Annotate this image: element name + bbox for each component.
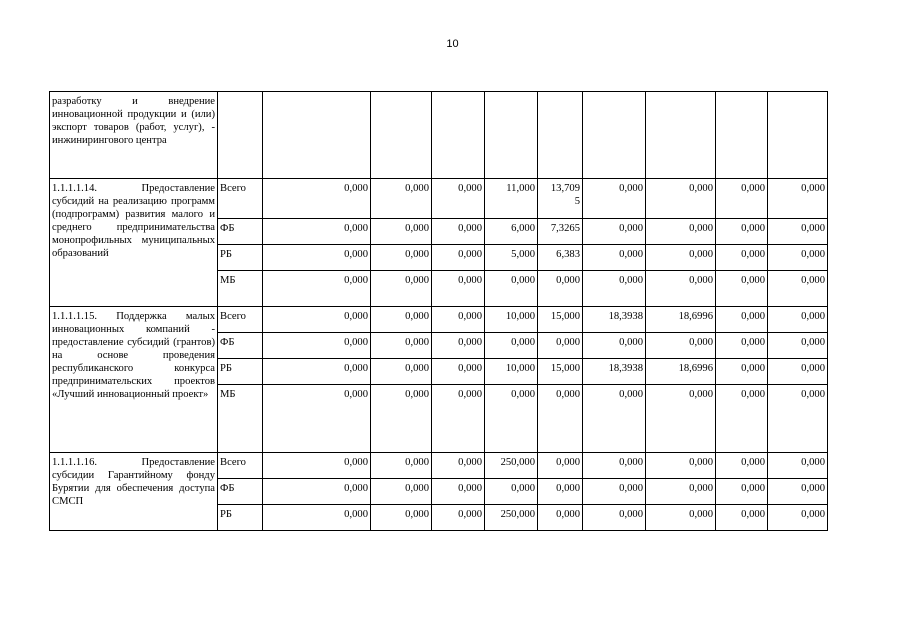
empty-cell — [371, 92, 432, 179]
value-cell: 0,000 — [768, 245, 828, 271]
value-cell: 15,000 — [538, 359, 583, 385]
value-cell: 0,000 — [263, 219, 371, 245]
value-cell: 0,000 — [583, 245, 646, 271]
empty-cell — [583, 92, 646, 179]
value-cell: 0,000 — [716, 245, 768, 271]
value-cell: 0,000 — [538, 505, 583, 531]
value-cell: 0,000 — [768, 179, 828, 219]
value-cell: 0,000 — [432, 179, 485, 219]
value-cell: 250,000 — [485, 505, 538, 531]
value-cell: 0,000 — [583, 271, 646, 307]
value-cell: 0,000 — [583, 453, 646, 479]
value-cell: 0,000 — [263, 453, 371, 479]
value-cell: 0,000 — [432, 479, 485, 505]
value-cell: 13,709 5 — [538, 179, 583, 219]
value-cell: 0,000 — [432, 453, 485, 479]
value-cell: 0,000 — [716, 333, 768, 359]
value-cell: 0,000 — [371, 219, 432, 245]
value-cell: 0,000 — [768, 453, 828, 479]
measure-description: 1.1.1.1.14. Предоставление субсидий на реализацию программ (подпрограмм) развития малого и среднего предпринимательства монопрофильных муниципальных образований — [50, 179, 218, 307]
empty-cell — [263, 92, 371, 179]
value-cell: 0,000 — [263, 307, 371, 333]
value-cell: 0,000 — [646, 245, 716, 271]
value-cell: 6,383 — [538, 245, 583, 271]
funding-source: РБ — [218, 359, 263, 385]
value-cell: 0,000 — [646, 479, 716, 505]
table-row — [50, 179, 828, 219]
funding-source: МБ — [218, 271, 263, 307]
empty-cell — [768, 92, 828, 179]
value-cell: 0,000 — [716, 271, 768, 307]
value-cell: 0,000 — [583, 219, 646, 245]
value-cell: 0,000 — [432, 359, 485, 385]
value-cell: 0,000 — [485, 385, 538, 453]
value-cell: 0,000 — [768, 333, 828, 359]
empty-cell — [646, 92, 716, 179]
value-cell: 0,000 — [646, 385, 716, 453]
value-cell: 18,3938 — [583, 359, 646, 385]
value-cell: 0,000 — [432, 385, 485, 453]
value-cell: 0,000 — [371, 385, 432, 453]
value-cell: 0,000 — [263, 479, 371, 505]
value-cell: 0,000 — [371, 479, 432, 505]
value-cell: 18,6996 — [646, 307, 716, 333]
value-cell: 0,000 — [371, 505, 432, 531]
value-cell: 0,000 — [485, 271, 538, 307]
value-cell: 0,000 — [263, 333, 371, 359]
measure-description: 1.1.1.1.16. Предоставление субсидии Гарантийному фонду Бурятии для обеспечения доступа СМСП — [50, 453, 218, 531]
value-cell: 0,000 — [583, 385, 646, 453]
page-number: 10 — [446, 38, 459, 50]
value-cell: 0,000 — [646, 271, 716, 307]
value-cell: 0,000 — [716, 219, 768, 245]
value-cell: 250,000 — [485, 453, 538, 479]
table-row — [50, 307, 828, 333]
value-cell: 0,000 — [263, 179, 371, 219]
value-cell: 0,000 — [716, 453, 768, 479]
value-cell: 0,000 — [263, 245, 371, 271]
value-cell: 0,000 — [538, 333, 583, 359]
funding-source: ФБ — [218, 333, 263, 359]
value-cell: 0,000 — [371, 333, 432, 359]
value-cell: 0,000 — [716, 479, 768, 505]
value-cell: 0,000 — [263, 505, 371, 531]
value-cell: 7,3265 — [538, 219, 583, 245]
value-cell: 0,000 — [432, 271, 485, 307]
empty-cell — [716, 92, 768, 179]
value-cell: 0,000 — [371, 359, 432, 385]
value-cell: 0,000 — [538, 453, 583, 479]
value-cell: 0,000 — [768, 385, 828, 453]
value-cell: 0,000 — [583, 179, 646, 219]
empty-cell — [485, 92, 538, 179]
value-cell: 0,000 — [263, 359, 371, 385]
value-cell: 0,000 — [371, 453, 432, 479]
table-body — [50, 92, 828, 531]
budget-table — [49, 91, 828, 531]
value-cell: 0,000 — [432, 245, 485, 271]
value-cell: 0,000 — [371, 271, 432, 307]
funding-source: Всего — [218, 179, 263, 219]
value-cell: 0,000 — [646, 453, 716, 479]
value-cell: 18,3938 — [583, 307, 646, 333]
empty-cell — [432, 92, 485, 179]
value-cell: 0,000 — [768, 307, 828, 333]
value-cell: 0,000 — [716, 179, 768, 219]
value-cell: 0,000 — [538, 479, 583, 505]
value-cell: 5,000 — [485, 245, 538, 271]
value-cell: 0,000 — [485, 333, 538, 359]
value-cell: 0,000 — [716, 385, 768, 453]
value-cell: 0,000 — [432, 307, 485, 333]
continuation-description: разработку и внедрение инновационной продукции и (или) экспорт товаров (работ, услуг), - инжинирингового центра — [50, 92, 218, 179]
funding-source: МБ — [218, 385, 263, 453]
value-cell: 0,000 — [716, 359, 768, 385]
value-cell: 11,000 — [485, 179, 538, 219]
value-cell: 0,000 — [768, 359, 828, 385]
empty-cell — [218, 92, 263, 179]
value-cell: 0,000 — [432, 505, 485, 531]
value-cell: 0,000 — [538, 385, 583, 453]
value-cell: 0,000 — [716, 505, 768, 531]
value-cell: 0,000 — [646, 219, 716, 245]
continuation-row — [50, 92, 828, 179]
funding-source: РБ — [218, 245, 263, 271]
empty-cell — [538, 92, 583, 179]
funding-source: ФБ — [218, 219, 263, 245]
value-cell: 10,000 — [485, 307, 538, 333]
funding-source: РБ — [218, 505, 263, 531]
value-cell: 0,000 — [768, 505, 828, 531]
table-row — [50, 453, 828, 479]
funding-source: Всего — [218, 307, 263, 333]
value-cell: 6,000 — [485, 219, 538, 245]
value-cell: 0,000 — [538, 271, 583, 307]
value-cell: 0,000 — [768, 219, 828, 245]
value-cell: 0,000 — [768, 479, 828, 505]
value-cell: 10,000 — [485, 359, 538, 385]
funding-source: Всего — [218, 453, 263, 479]
funding-source: ФБ — [218, 479, 263, 505]
value-cell: 15,000 — [538, 307, 583, 333]
value-cell: 0,000 — [485, 479, 538, 505]
measure-description: 1.1.1.1.15. Поддержка малых инновационных компаний - предоставление субсидий (грантов) на основе проведения республиканского конкурса предпринимательских проектов «Лучший инновационный проект» — [50, 307, 218, 453]
value-cell: 0,000 — [263, 385, 371, 453]
value-cell: 0,000 — [583, 479, 646, 505]
value-cell: 18,6996 — [646, 359, 716, 385]
value-cell: 0,000 — [583, 505, 646, 531]
value-cell: 0,000 — [716, 307, 768, 333]
value-cell: 0,000 — [371, 307, 432, 333]
value-cell: 0,000 — [432, 219, 485, 245]
value-cell: 0,000 — [371, 245, 432, 271]
value-cell: 0,000 — [583, 333, 646, 359]
value-cell: 0,000 — [646, 505, 716, 531]
value-cell: 0,000 — [768, 271, 828, 307]
value-cell: 0,000 — [432, 333, 485, 359]
value-cell: 0,000 — [646, 179, 716, 219]
value-cell: 0,000 — [263, 271, 371, 307]
value-cell: 0,000 — [646, 333, 716, 359]
value-cell: 0,000 — [371, 179, 432, 219]
